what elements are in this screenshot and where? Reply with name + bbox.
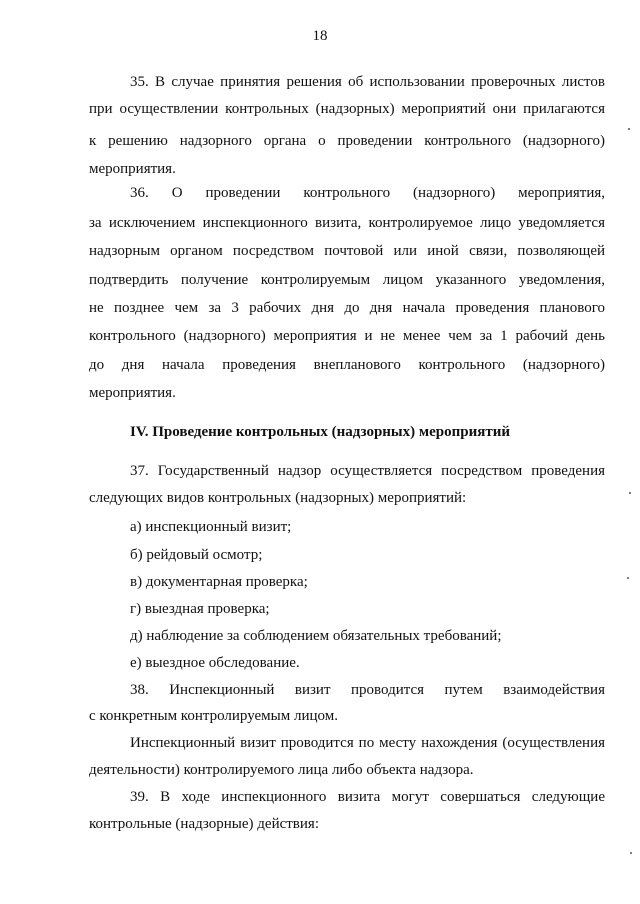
text-line: следующих видов контрольных (надзорных) мероприятий: — [89, 490, 467, 506]
list-item: д) наблюдение за соблюдением обязательных требований; — [130, 628, 502, 644]
text-line: 36. О проведении контрольного (надзорного) мероприятия, — [130, 185, 605, 201]
section-heading: IV. Проведение контрольных (надзорных) мероприятий — [129, 424, 510, 440]
text-line: контрольного (надзорного) мероприятия и не менее чем за 1 рабочий день — [89, 328, 605, 344]
scan-speck — [627, 577, 629, 579]
list-item: в) документарная проверка; — [130, 574, 308, 590]
scan-speck — [629, 492, 631, 494]
scan-speck — [628, 128, 630, 130]
text-line: мероприятия. — [89, 161, 176, 177]
text-line: 39. В ходе инспекционного визита могут совершаться следующие — [130, 789, 605, 805]
scan-speck — [630, 852, 632, 854]
text-line: деятельности) контролируемого лица либо объекта надзора. — [89, 762, 474, 778]
list-item: г) выездная проверка; — [130, 601, 270, 617]
list-item: а) инспекционный визит; — [130, 519, 292, 535]
text-line: мероприятия. — [89, 385, 176, 401]
page-number: 18 — [312, 28, 328, 44]
text-line: 37. Государственный надзор осуществляется посредством проведения — [130, 463, 605, 479]
text-line: до дня начала проведения внепланового контрольного (надзорного) — [89, 357, 605, 373]
text-line: контрольные (надзорные) действия: — [89, 816, 319, 832]
list-item: е) выездное обследование. — [130, 655, 300, 671]
text-line: 38. Инспекционный визит проводится путем взаимодействия — [130, 682, 605, 698]
text-line: надзорным органом посредством почтовой или иной связи, позволяющей — [89, 243, 605, 259]
text-line: не позднее чем за 3 рабочих дня до дня начала проведения планового — [89, 300, 605, 316]
text-line: Инспекционный визит проводится по месту нахождения (осуществления — [130, 735, 605, 751]
text-line: подтвердить получение контролируемым лицом указанного уведомления, — [89, 272, 605, 288]
list-item: б) рейдовый осмотр; — [130, 547, 263, 563]
text-line: с конкретным контролируемым лицом. — [89, 708, 338, 724]
text-line: 35. В случае принятия решения об использовании проверочных листов — [130, 74, 605, 90]
text-line: за исключением инспекционного визита, контролируемое лицо уведомляется — [89, 215, 605, 231]
text-line: при осуществлении контрольных (надзорных) мероприятий они прилагаются — [89, 101, 605, 117]
text-line: к решению надзорного органа о проведении контрольного (надзорного) — [89, 133, 605, 149]
